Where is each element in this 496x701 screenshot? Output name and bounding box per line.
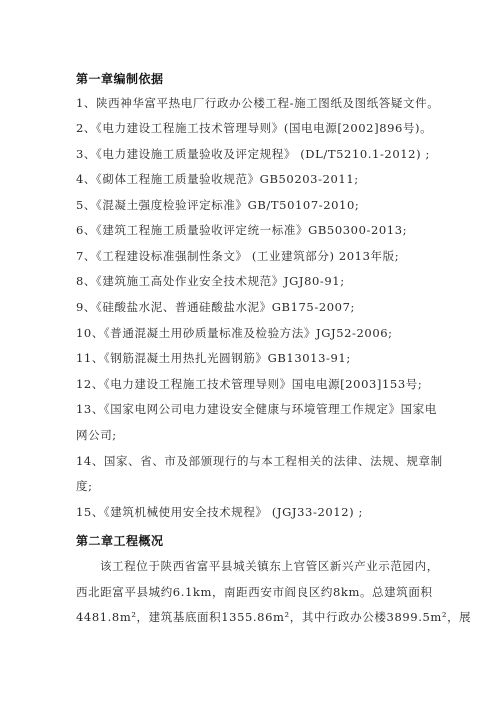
- reference-item-13-continued: 网公司;: [76, 428, 117, 442]
- overview-paragraph-line-1: 该工程位于陕西省富平县城关镇东上官管区新兴产业示范园内，: [100, 559, 439, 573]
- reference-item-4: 4、《砌体工程施工质量验收规范》GB50203-2011;: [76, 172, 359, 186]
- reference-item-15: 15、《建筑机械使用安全技术规程》 (JGJ33-2012) ;: [76, 505, 363, 519]
- overview-paragraph-line-3: 4481.8m²，建筑基底面积1355.86m²，其中行政办公楼3899.5m²，展: [76, 610, 472, 624]
- reference-item-10: 10、《普通混凝土用砂质量标准及检验方法》JGJ52-2006;: [76, 326, 393, 340]
- reference-item-14: 14、国家、省、市及部颁现行的与本工程相关的法律、法规、规章制: [76, 454, 443, 468]
- reference-item-6: 6、《建筑工程施工质量验收评定统一标准》GB50300-2013;: [76, 223, 408, 237]
- overview-paragraph-line-2: 西北距富平县城约6.1km，南距西安市阎良区约8km。总建筑面积: [76, 585, 433, 599]
- reference-item-13: 13、《国家电网公司电力建设安全健康与环境管理工作规定》国家电: [76, 402, 437, 416]
- reference-item-7: 7、《工程建设标准强制性条文》 (工业建筑部分) 2013年版;: [76, 249, 400, 263]
- reference-item-8: 8、《建筑施工高处作业安全技术规范》JGJ80-91;: [76, 274, 345, 288]
- chapter-2-heading: 第二章工程概况: [76, 534, 164, 548]
- reference-item-2: 2、《电力建设工程施工技术管理导则》(国电电源[2002]896号)。: [76, 121, 433, 135]
- reference-item-1: 1、陕西神华富平热电厂行政办公楼工程-施工图纸及图纸答疑文件。: [76, 96, 440, 110]
- reference-item-9: 9、《硅酸盐水泥、普通硅酸盐水泥》GB175-2007;: [76, 300, 355, 314]
- chapter-1-heading: 第一章编制依据: [76, 72, 164, 86]
- reference-item-11: 11、《钢筋混凝土用热扎光圆钢筋》GB13013-91;: [76, 351, 351, 365]
- reference-item-12: 12、《电力建设工程施工技术管理导则》国电电源[2003]153号;: [76, 377, 423, 391]
- reference-item-3: 3、《电力建设施工质量验收及评定规程》 (DL/T5210.1-2012) ;: [76, 147, 430, 161]
- reference-item-5: 5、《混凝土强度检验评定标准》GB/T50107-2010;: [76, 198, 360, 212]
- reference-item-14-continued: 度;: [76, 479, 93, 493]
